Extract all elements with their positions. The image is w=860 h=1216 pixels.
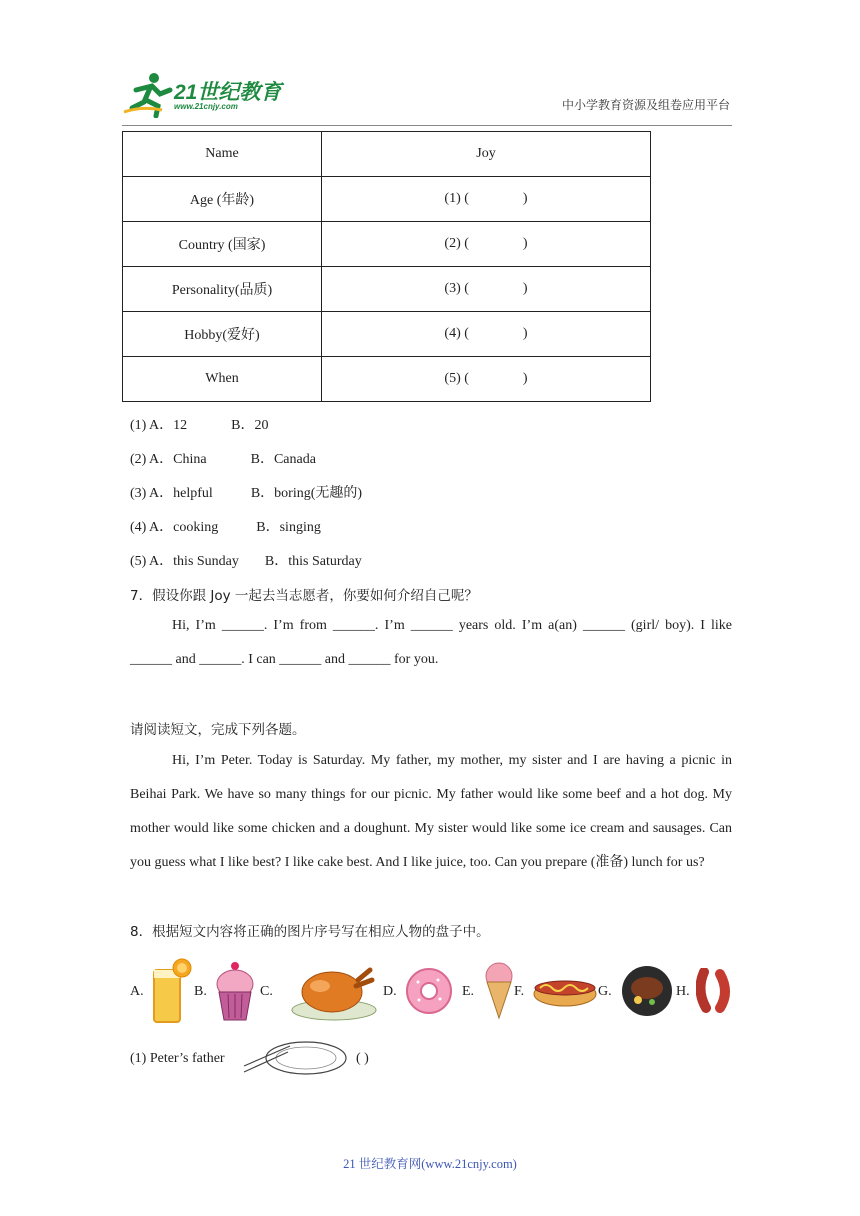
option-line: (2) A．China B．Canada <box>130 452 316 467</box>
row-label: Hobby(爱好) <box>123 312 322 357</box>
food-choices <box>130 958 740 1022</box>
reading-instruction: 请阅读短文，完成下列各题。 <box>130 722 306 738</box>
question-7-text: Hi, I’m ______. I’m from ______. I’m ______ years old. I’m a(an) ______ (girl/ boy). I like ______ and ______. I can ______ and ______ for you. <box>130 618 732 667</box>
answer-blank[interactable]: ( ) <box>356 1051 369 1066</box>
row-answer-cell[interactable]: (3) ( ) <box>322 267 651 312</box>
roast-chicken-icon <box>290 960 378 1022</box>
choice-label: B. <box>194 984 207 999</box>
row-answer-cell[interactable]: (4) ( ) <box>322 312 651 357</box>
site-logo <box>122 70 292 118</box>
page-footer: 21 世纪教育网(www.21cnjy.com) <box>343 1157 517 1171</box>
row-answer-cell[interactable]: (5) ( ) <box>322 357 651 402</box>
table-row <box>123 312 651 357</box>
runner-logo-icon <box>122 70 174 118</box>
beef-steak-icon <box>620 964 674 1018</box>
row-label: Personality(品质) <box>123 267 322 312</box>
reading-passage: Hi, I’m Peter. Today is Saturday. My father, my mother, my sister and I are having a picnic in Beihai Park. We have so many things for our picnic. My father would like some beef and a hot dog. My mother would like some chicken and a doughunt. My sister would like some ice cream and sausages. Can you guess what I like best? I like cake best. And I like juice, too. Can you prepare (准备) lunch for us? <box>130 753 732 870</box>
hot-dog-icon <box>532 970 598 1010</box>
choice-label: H. <box>676 984 690 999</box>
choice-label: E. <box>462 984 475 999</box>
sausages-icon <box>696 968 732 1014</box>
juice-icon <box>150 958 192 1024</box>
plate-icon[interactable] <box>242 1038 348 1078</box>
row-label: Age (年龄) <box>123 177 322 222</box>
table-row <box>123 357 651 402</box>
header-divider <box>122 125 732 126</box>
item-person-label: (1) Peter’s father <box>130 1051 225 1066</box>
platform-name: 中小学教育资源及组卷应用平台 <box>561 98 730 112</box>
question-8-title: 8．根据短文内容将正确的图片序号写在相应人物的盘子中。 <box>130 924 490 940</box>
table-row <box>123 267 651 312</box>
table-row <box>123 177 651 222</box>
option-line: (3) A．helpful B．boring(无趣的) <box>130 486 363 501</box>
row-answer-cell[interactable]: (2) ( ) <box>322 222 651 267</box>
option-line: (1) A．12 B．20 <box>130 418 269 433</box>
row-label: Country (国家) <box>123 222 322 267</box>
doughnut-icon <box>404 966 454 1016</box>
table-row <box>123 222 651 267</box>
option-line: (5) A．this Sunday B．this Saturday <box>130 554 362 569</box>
logo-text: 21世纪教育 <box>174 81 282 104</box>
row-answer-cell[interactable]: (1) ( ) <box>322 177 651 222</box>
ice-cream-icon <box>482 962 516 1020</box>
cupcake-icon <box>214 960 256 1022</box>
row-label: When <box>123 357 322 402</box>
table-head-joy: Joy <box>322 132 651 177</box>
choice-label: F. <box>514 984 525 999</box>
choice-label: A. <box>130 984 144 999</box>
table-header-row <box>123 132 651 177</box>
choice-label: C. <box>260 984 273 999</box>
table-head-name: Name <box>123 132 322 177</box>
choice-label: D. <box>383 984 397 999</box>
question-7-title: 7．假设你跟 Joy 一起去当志愿者，你要如何介绍自己呢？ <box>130 588 478 604</box>
info-table <box>122 131 651 402</box>
logo-url: www.21cnjy.com <box>174 102 238 111</box>
question-8-item-1 <box>130 1051 225 1067</box>
choice-label: G. <box>598 984 612 999</box>
option-line: (4) A．cooking B．singing <box>130 520 321 535</box>
